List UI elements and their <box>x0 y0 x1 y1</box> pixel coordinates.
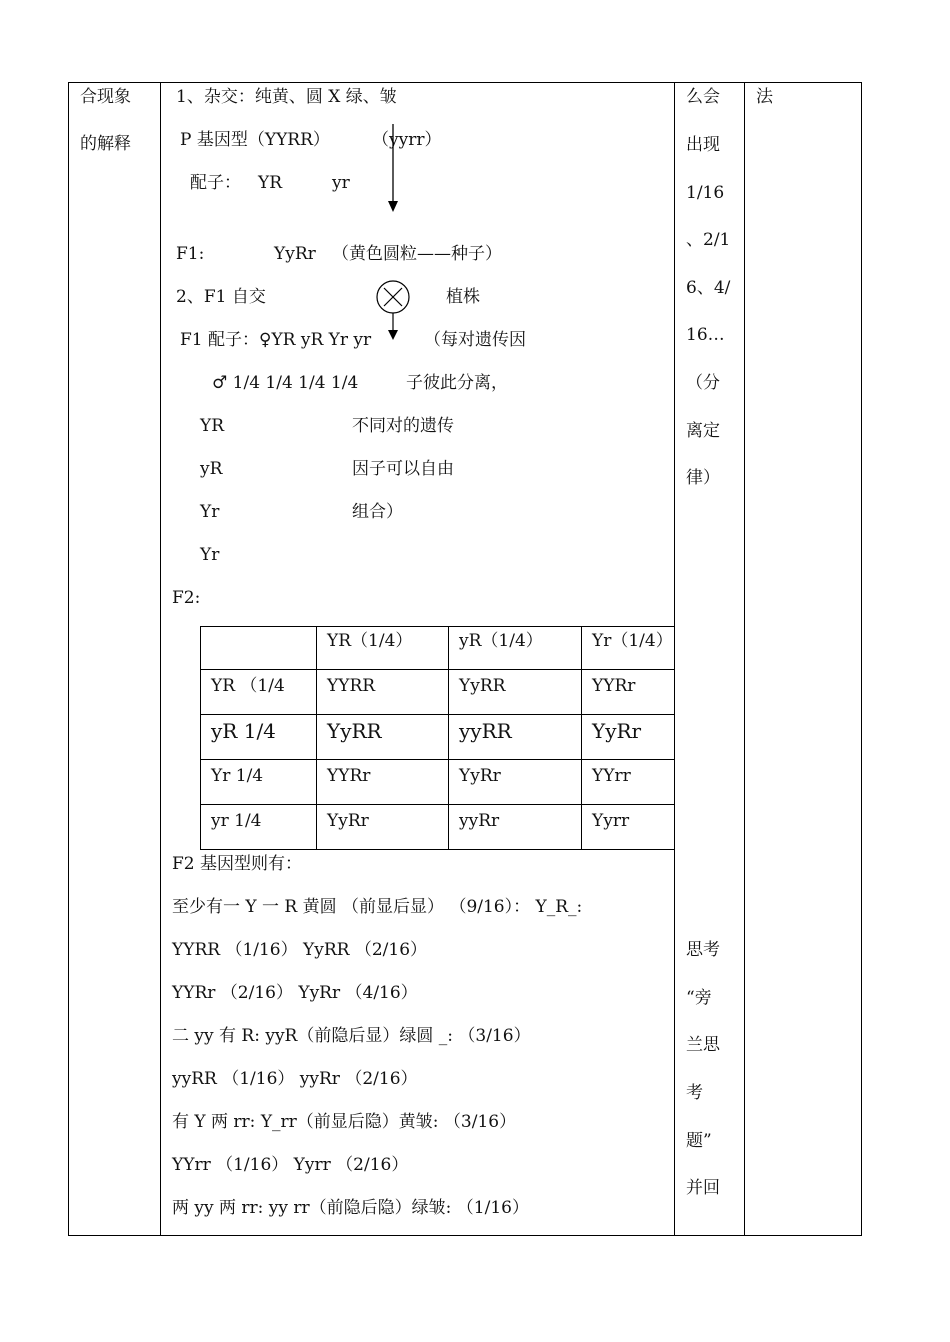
col-divider-3 <box>744 82 745 1236</box>
col-divider-2 <box>674 82 675 1236</box>
punnett-cell: YyRr <box>327 811 369 831</box>
punnett-cell: YYRr <box>592 676 636 696</box>
col3-lower-line-3: 兰思 <box>686 1035 720 1055</box>
punnett-header-cell: yR（1/4） <box>459 631 543 651</box>
punnett-cell: YYRR <box>327 676 376 696</box>
col3-line-4: 、2/1 <box>686 230 731 250</box>
gamete-YR: YR <box>258 173 283 193</box>
male-gamete-row: ♂ 1/4 1/4 1/4 1/4 <box>212 373 359 393</box>
f1-gametes: F1 配子：♀YR yR Yr yr <box>180 330 372 350</box>
selfing-right: 植株 <box>446 287 480 307</box>
col3-lower-line-4: 考 <box>686 1083 703 1103</box>
summary-line-5: 二 yy 有 R: yyR（前隐后显）绿圆 _: （3/16） <box>172 1026 531 1046</box>
left-list-3: Yr <box>200 502 220 522</box>
right-list-1: 不同对的遗传 <box>352 416 454 436</box>
col3-line-9: 律） <box>686 468 720 488</box>
right-list-3: 组合） <box>352 502 403 522</box>
col3-line-2: 出现 <box>686 135 720 155</box>
col3-lower-line-6: 并回 <box>686 1178 720 1198</box>
col3-line-1: 么会 <box>686 87 720 107</box>
punnett-cell: YYrr <box>592 766 631 786</box>
punnett-cell: YyRR <box>327 719 382 743</box>
col3-line-7: （分 <box>686 373 720 393</box>
table-top-border <box>68 82 862 83</box>
col-divider-1 <box>160 82 161 1236</box>
punnett-row-label: yr 1/4 <box>211 811 262 831</box>
col3-line-6: 16… <box>686 325 725 345</box>
punnett-row-label: YR （1/4 <box>211 676 285 696</box>
col3-lower-line-1: 思考 <box>686 940 720 960</box>
punnett-cell: yyRR <box>459 719 512 743</box>
punnett-cell: YYRr <box>327 766 371 786</box>
male-gamete-note: 子彼此分离， <box>406 373 508 393</box>
col3-lower-line-2: “旁 <box>686 988 712 1008</box>
summary-line-7: 有 Y 两 rr: Y_rr（前显后隐）黄皱: （3/16） <box>172 1112 517 1132</box>
punnett-row-label: yR 1/4 <box>211 719 276 743</box>
col1-line-2: 的解释 <box>80 134 131 154</box>
punnett-cell: YyRR <box>459 676 506 696</box>
summary-line-2: 至少有一 Y 一 R 黄圆 （前显后显） （9/16）： Y_R_: <box>172 897 583 917</box>
punnett-cell: YyRr <box>592 719 642 743</box>
p-genotype-label: P 基因型（YYRR） <box>180 130 330 150</box>
col3-lower-line-5: 题” <box>686 1131 712 1151</box>
summary-line-1: F2 基因型则有： <box>172 854 303 874</box>
f1-gametes-note: （每对遗传因 <box>424 330 526 350</box>
f1-note: （黄色圆粒——种子） <box>332 244 502 264</box>
left-list-2: yR <box>200 459 223 479</box>
gamete-label: 配子： <box>190 173 241 193</box>
summary-line-4: YYRr （2/16） YyRr （4/16） <box>172 983 418 1003</box>
col3-line-5: 6、4/ <box>686 278 731 298</box>
left-list-4: Yr <box>200 545 220 565</box>
summary-line-8: YYrr （1/16） Yyrr （2/16） <box>172 1155 409 1175</box>
selfing-label: 2、F1 自交 <box>176 287 266 307</box>
punnett-row-label: Yr 1/4 <box>211 766 264 786</box>
punnett-header-cell: YR（1/4） <box>327 631 413 651</box>
f1-label: F1: <box>176 244 205 264</box>
f1-genotype: YyRr <box>274 244 316 264</box>
down-arrow-icon <box>385 124 401 214</box>
gamete-yr: yr <box>332 173 350 193</box>
table-left-border <box>68 82 69 1236</box>
cross-line: 1、杂交：纯黄、圆 X 绿、皱 <box>176 87 397 107</box>
selfing-cross-icon <box>374 279 412 343</box>
col3-line-3: 1/16 <box>686 183 725 203</box>
punnett-cell: yyRr <box>459 811 500 831</box>
summary-line-3: YYRR （1/16） YyRR （2/16） <box>172 940 428 960</box>
table-right-border <box>861 82 862 1236</box>
col1-line-1: 合现象 <box>80 87 131 107</box>
left-list-1: YR <box>200 416 225 436</box>
table-bottom-border <box>68 1235 862 1236</box>
col4-line-1: 法 <box>756 87 773 107</box>
f2-label: F2: <box>172 588 201 608</box>
summary-line-9: 两 yy 两 rr: yy rr（前隐后隐）绿皱: （1/16） <box>172 1198 529 1218</box>
punnett-cell: YyRr <box>459 766 501 786</box>
summary-line-6: yyRR （1/16） yyRr （2/16） <box>172 1069 418 1089</box>
punnett-header-cell: Yr（1/4） <box>592 631 673 651</box>
right-list-2: 因子可以自由 <box>352 459 454 479</box>
col3-line-8: 离定 <box>686 421 720 441</box>
p-genotype-right: （yyrr） <box>372 130 442 150</box>
punnett-cell: Yyrr <box>592 811 630 831</box>
